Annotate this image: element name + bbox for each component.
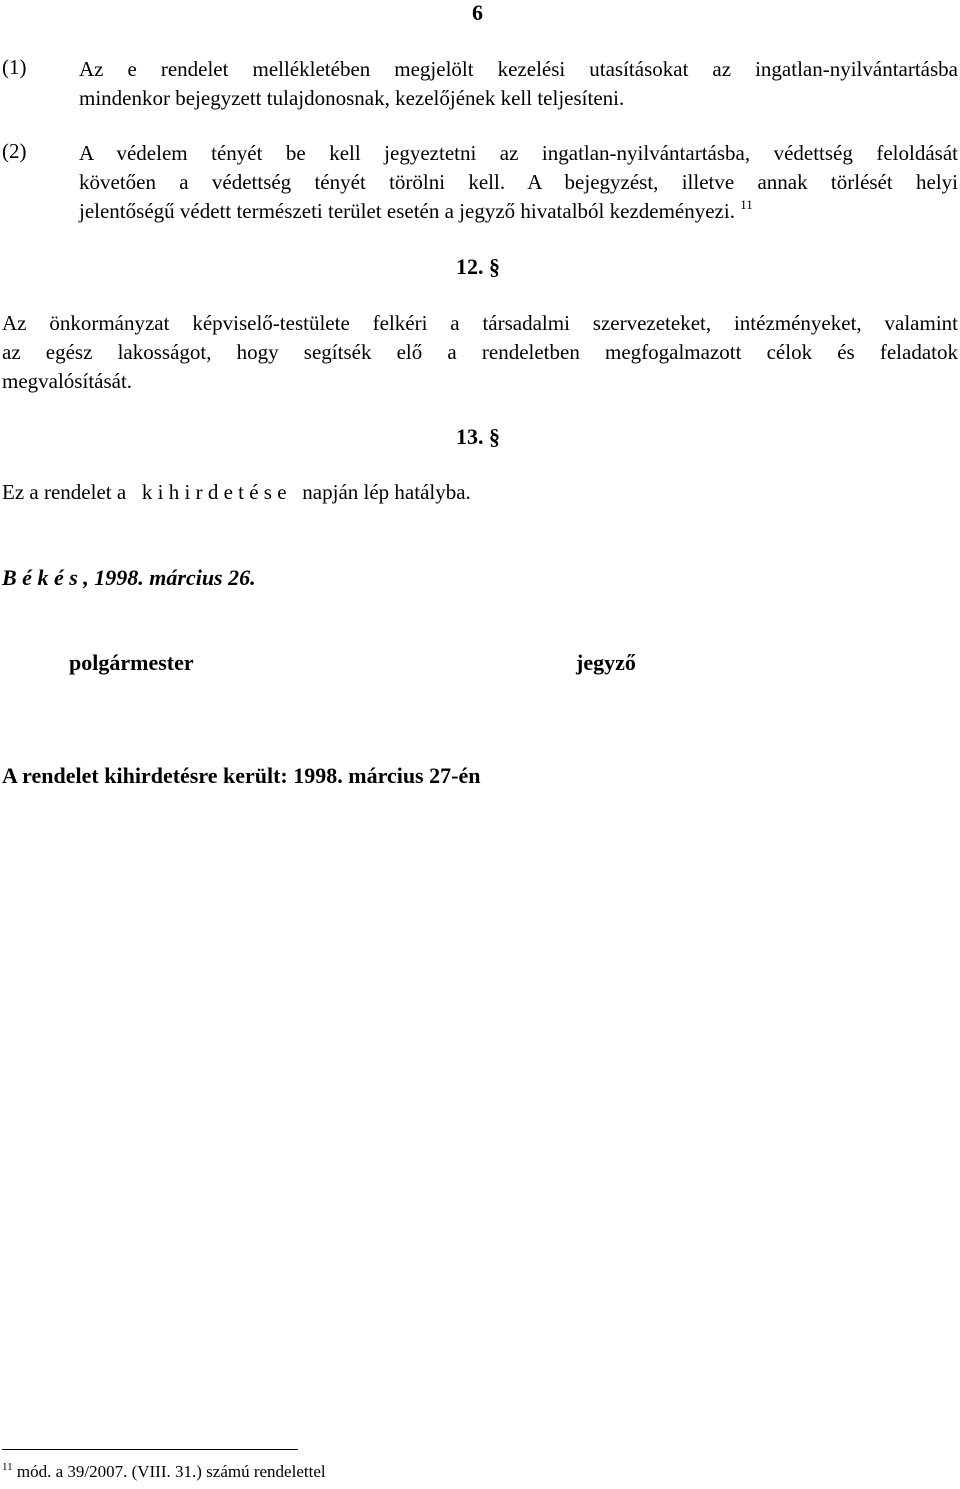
signature-notary: jegyző [576, 650, 636, 675]
footnote [2, 1462, 326, 1482]
promulgation-note: A rendelet kihirdetésre került: 1998. március 27-én [2, 763, 481, 788]
footnote-reference[interactable]: 11 [740, 197, 753, 212]
footnote-text: mód. a 39/2007. (VIII. 31.) számú rendelettel [16, 1462, 326, 1481]
paragraph-2-line-last [79, 197, 958, 226]
footnote-separator [2, 1449, 298, 1450]
section-12-line: megvalósítását. [2, 369, 133, 393]
paragraph-1-line: mindenkor bejegyzett tulajdonosnak, kezelőjének kell teljesíteni. [79, 86, 625, 110]
section-13-text: Ez a rendelet a k i h i r d e t é s e napján lép hatályba. [2, 480, 471, 504]
paragraph-2-line: A védelem tényét be kell jegyeztetni az ingatlan-nyilvántartásba, védettség feloldását [79, 141, 958, 165]
place-date: B é k é s , 1998. március 26. [2, 565, 256, 590]
signature-mayor: polgármester [69, 650, 194, 675]
section-13-heading: 13. § [456, 424, 500, 449]
paragraph-1-number: (1) [2, 55, 27, 79]
paragraph-2-line: követően a védettség tényét törölni kell. A bejegyzést, illetve annak törlését helyi [79, 170, 958, 194]
section-12-line: Az önkormányzat képviselő-testülete felkéri a társadalmi szervezeteket, intézményeket, valamint [2, 311, 958, 335]
paragraph-1-text [79, 55, 958, 113]
paragraph-2-number: (2) [2, 139, 27, 163]
section-12-text [2, 309, 958, 396]
footnote-number: 11 [2, 1461, 13, 1473]
paragraph-2-line: jelentőségű védett természeti terület esetén a jegyző hivatalból kezdeményezi. [79, 199, 735, 223]
paragraph-1-line: Az e rendelet mellékletében megjelölt kezelési utasításokat az ingatlan-nyilvántartásba [79, 57, 958, 81]
section-12-heading: 12. § [456, 254, 500, 279]
paragraph-2-text [79, 139, 958, 226]
page-number: 6 [472, 0, 483, 25]
section-12-line: az egész lakosságot, hogy segítsék elő a rendeletben megfogalmazott célok és feladatok [2, 340, 958, 364]
